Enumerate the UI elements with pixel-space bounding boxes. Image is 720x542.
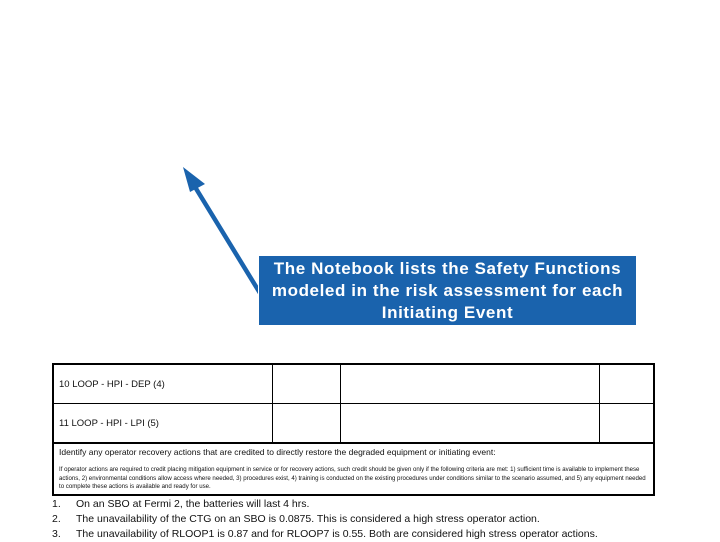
worksheet-cell bbox=[341, 404, 600, 442]
callout-box bbox=[258, 255, 637, 326]
callout-text: The Notebook lists the Safety Functions modeled in the risk assessment for each Initiating Event bbox=[271, 258, 624, 322]
sequence-label: 11 LOOP - HPI - LPI (5) bbox=[54, 404, 273, 442]
list-number: 1. bbox=[52, 498, 61, 510]
worksheet-row bbox=[54, 365, 653, 404]
list-number: 2. bbox=[52, 513, 61, 525]
recovery-heading: Identify any operator recovery actions that are credited to directly restore the degraded equipment or initiating event: bbox=[59, 447, 496, 457]
worksheet-row bbox=[54, 404, 653, 444]
worksheet-cell bbox=[341, 365, 600, 403]
arrow-shaft bbox=[192, 182, 263, 298]
worksheet-cell bbox=[273, 365, 341, 403]
worksheet-cell bbox=[273, 404, 341, 442]
arrowhead-icon bbox=[183, 167, 205, 192]
list-text: The unavailability of RLOOP1 is 0.87 and for RLOOP7 is 0.55. Both are considered high stress operator actions. bbox=[76, 528, 598, 540]
recovery-actions-section bbox=[54, 444, 653, 494]
list-item bbox=[52, 497, 672, 512]
worksheet-cell bbox=[600, 365, 653, 403]
list-text: The unavailability of the CTG on an SBO is 0.0875. This is considered a high stress operator action. bbox=[76, 513, 540, 525]
recovery-notes-list bbox=[52, 497, 672, 542]
list-item bbox=[52, 512, 672, 527]
list-number: 3. bbox=[52, 528, 61, 540]
recovery-criteria-note: If operator actions are required to credit placing mitigation equipment in service or for recovery actions, such credit should be given only if the following criteria are met: 1) sufficient time is available to implement these actions, 2) environmental conditions allow access where needed, 3) procedures exist, 4) training is conducted on the existing procedures under conditions similar to the scenario assumed, and 5) any equipment needed to complete these actions is available and ready for use. bbox=[59, 466, 646, 490]
worksheet-cell bbox=[600, 404, 653, 442]
sequence-label: 10 LOOP - HPI - DEP (4) bbox=[54, 365, 273, 403]
safety-function-worksheet bbox=[52, 363, 655, 496]
list-text: On an SBO at Fermi 2, the batteries will last 4 hrs. bbox=[76, 498, 310, 510]
